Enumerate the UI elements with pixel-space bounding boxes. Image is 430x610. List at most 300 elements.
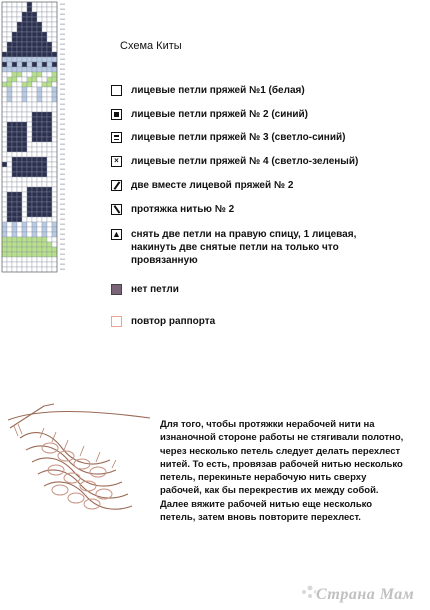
chart-cell: [7, 62, 12, 67]
row-number-mark: [60, 104, 65, 106]
chart-cell: [37, 17, 42, 22]
chart-cell: [42, 252, 47, 257]
chart-cell: [2, 207, 7, 212]
chart-cell: [42, 207, 47, 212]
chart-cell: [37, 107, 42, 112]
chart-cell: [22, 202, 27, 207]
chart-cell: [27, 17, 32, 22]
legend-label: лицевые петли пряжей №1 (белая): [131, 85, 305, 96]
paragraph-line: нитей. То есть, провязав рабочей нитью несколько: [160, 458, 403, 470]
chart-cell: [12, 262, 17, 267]
chart-cell: [17, 247, 22, 252]
chart-cell: [42, 22, 47, 27]
chart-cell: [42, 212, 47, 217]
chart-cell: [7, 82, 12, 87]
chart-cell: [22, 182, 27, 187]
chart-cell: [27, 177, 32, 182]
chart-cell: [52, 122, 57, 127]
chart-cell: [7, 2, 12, 7]
chart-cell: [22, 157, 27, 162]
chart-cell: [22, 187, 27, 192]
row-number-mark: [60, 189, 65, 191]
chart-cell: [47, 97, 52, 102]
legend-label: лицевые петли пряжей № 4 (светло-зеленый): [131, 156, 359, 167]
chart-cell: [2, 172, 7, 177]
chart-cell: [12, 52, 17, 57]
chart-cell: [22, 27, 27, 32]
chart-cell: [12, 22, 17, 27]
chart-cell: [27, 77, 32, 82]
chart-cell: [32, 252, 37, 257]
chart-cell: [42, 57, 47, 62]
chart-cell: [7, 117, 12, 122]
row-number-mark: [60, 269, 65, 271]
chart-cell: [42, 157, 47, 162]
chart-cell: [47, 162, 52, 167]
chart-cell: [47, 267, 52, 272]
chart-cell: [22, 227, 27, 232]
chart-cell: [52, 57, 57, 62]
chart-cell: [2, 262, 7, 267]
chart-cell: [2, 97, 7, 102]
chart-cell: [2, 12, 7, 17]
chart-cell: [47, 102, 52, 107]
chart-cell: [7, 192, 12, 197]
row-number-mark: [60, 149, 65, 151]
chart-cell: [22, 192, 27, 197]
chart-cell: [32, 32, 37, 37]
chart-cell: [12, 242, 17, 247]
chart-cell: [17, 147, 22, 152]
chart-cell: [42, 32, 47, 37]
chart-cell: [22, 152, 27, 157]
chart-cell: [22, 32, 27, 37]
chart-cell: [47, 127, 52, 132]
chart-cell: [42, 222, 47, 227]
chart-cell: [12, 267, 17, 272]
chart-cell: [22, 147, 27, 152]
chart-cell: [37, 192, 42, 197]
chart-cell: [47, 77, 52, 82]
chart-cell: [12, 237, 17, 242]
chart-cell: [17, 172, 22, 177]
chart-cell: [42, 112, 47, 117]
chart-cell: [7, 107, 12, 112]
chart-cell: [7, 72, 12, 77]
row-number-mark: [60, 89, 65, 91]
chart-cell: [27, 162, 32, 167]
chart-cell: [32, 257, 37, 262]
chart-cell: [32, 182, 37, 187]
legend-label: лицевые петли пряжей № 3 (светло-синий): [131, 132, 346, 143]
row-number-mark: [60, 169, 65, 171]
chart-cell: [27, 132, 32, 137]
chart-cell: [37, 12, 42, 17]
row-number-mark: [60, 209, 65, 211]
row-number-mark: [60, 59, 65, 61]
row-number-mark: [60, 34, 65, 36]
chart-cell: [47, 47, 52, 52]
chart-cell: [52, 22, 57, 27]
chart-cell: [52, 237, 57, 242]
chart-cell: [42, 27, 47, 32]
chart-cell: [17, 82, 22, 87]
chart-cell: [47, 42, 52, 47]
chart-cell: [27, 182, 32, 187]
chart-cell: [42, 257, 47, 262]
chart-cell: [37, 197, 42, 202]
chart-cell: [32, 122, 37, 127]
row-number-mark: [60, 234, 65, 236]
chart-cell: [22, 132, 27, 137]
chart-cell: [47, 207, 52, 212]
row-number-mark: [60, 159, 65, 161]
chart-cell: [32, 142, 37, 147]
chart-cell: [2, 7, 7, 12]
chart-cell: [2, 152, 7, 157]
chart-cell: [52, 37, 57, 42]
chart-cell: [22, 262, 27, 267]
chart-cell: [7, 22, 12, 27]
chart-cell: [42, 152, 47, 157]
chart-cell: [37, 122, 42, 127]
chart-cell: [12, 132, 17, 137]
chart-cell: [37, 262, 42, 267]
chart-cell: [37, 77, 42, 82]
chart-cell: [32, 12, 37, 17]
chart-cell: [17, 62, 22, 67]
chart-cell: [22, 142, 27, 147]
chart-cell: [27, 232, 32, 237]
chart-cell: [32, 17, 37, 22]
chart-cell: [37, 217, 42, 222]
chart-cell: [42, 227, 47, 232]
chart-cell: [27, 217, 32, 222]
chart-cell: [22, 257, 27, 262]
filled-square-icon: [111, 109, 122, 120]
chart-cell: [52, 97, 57, 102]
chart-cell: [2, 62, 7, 67]
chart-cell: [7, 67, 12, 72]
knitting-chart: [0, 0, 70, 282]
chart-cell: [12, 102, 17, 107]
chart-cell: [7, 252, 12, 257]
chart-cell: [42, 187, 47, 192]
chart-cell: [7, 187, 12, 192]
chart-cell: [7, 137, 12, 142]
row-number-mark: [60, 49, 65, 51]
chart-cell: [52, 202, 57, 207]
chart-cell: [27, 57, 32, 62]
chart-cell: [17, 217, 22, 222]
chart-cell: [7, 122, 12, 127]
row-number-mark: [60, 154, 65, 156]
chart-cell: [37, 42, 42, 47]
chart-cell: [47, 202, 52, 207]
chart-cell: [32, 7, 37, 12]
chart-cell: [42, 87, 47, 92]
chart-cell: [42, 262, 47, 267]
chart-cell: [7, 227, 12, 232]
chart-cell: [22, 172, 27, 177]
chart-cell: [17, 212, 22, 217]
chart-cell: [2, 167, 7, 172]
chart-cell: [17, 252, 22, 257]
chart-cell: [42, 77, 47, 82]
chart-cell: [27, 107, 32, 112]
chart-cell: [17, 157, 22, 162]
chart-cell: [32, 267, 37, 272]
chart-cell: [32, 247, 37, 252]
chart-cell: [47, 147, 52, 152]
chart-cell: [32, 232, 37, 237]
chart-cell: [17, 197, 22, 202]
chart-cell: [12, 7, 17, 12]
row-number-mark: [60, 194, 65, 196]
legend-label: две вместе лицевой пряжей № 2: [131, 180, 294, 191]
chart-cell: [32, 217, 37, 222]
chart-cell: [7, 52, 12, 57]
chart-cell: [2, 227, 7, 232]
chart-cell: [7, 57, 12, 62]
chart-cell: [2, 237, 7, 242]
chart-cell: [32, 202, 37, 207]
chart-cell: [32, 212, 37, 217]
chart-cell: [22, 37, 27, 42]
chart-cell: [32, 147, 37, 152]
chart-cell: [47, 57, 52, 62]
chart-cell: [12, 192, 17, 197]
chart-cell: [22, 232, 27, 237]
chart-cell: [2, 252, 7, 257]
row-number-mark: [60, 29, 65, 31]
chart-cell: [52, 2, 57, 7]
equals-square-icon: [111, 132, 122, 143]
chart-cell: [17, 137, 22, 142]
chart-cell: [22, 162, 27, 167]
chart-cell: [37, 22, 42, 27]
chart-cell: [2, 112, 7, 117]
chart-cell: [47, 62, 52, 67]
legend-label: снять две петли на правую спицу, 1 лицевая, накинуть две снятые петли на только что провязанную: [131, 229, 357, 266]
chart-cell: [47, 92, 52, 97]
chart-cell: [37, 222, 42, 227]
chart-cell: [2, 247, 7, 252]
chart-cell: [12, 57, 17, 62]
row-number-mark: [60, 74, 65, 76]
chart-cell: [7, 87, 12, 92]
row-number-mark: [60, 254, 65, 256]
chart-cell: [32, 47, 37, 52]
chart-cell: [12, 197, 17, 202]
chart-cell: [52, 212, 57, 217]
row-number-mark: [60, 199, 65, 201]
chart-cell: [47, 157, 52, 162]
chart-cell: [42, 247, 47, 252]
chart-cell: [37, 117, 42, 122]
chart-cell: [17, 2, 22, 7]
chart-cell: [37, 142, 42, 147]
chart-cell: [37, 132, 42, 137]
chart-cell: [7, 237, 12, 242]
repeat-square-icon: [111, 316, 122, 327]
chart-cell: [47, 197, 52, 202]
chart-cell: [47, 72, 52, 77]
chart-cell: [22, 72, 27, 77]
chart-cell: [32, 117, 37, 122]
row-number-mark: [60, 24, 65, 26]
chart-cell: [2, 2, 7, 7]
chart-cell: [32, 107, 37, 112]
chart-cell: [22, 197, 27, 202]
row-number-mark: [60, 264, 65, 266]
chart-cell: [47, 82, 52, 87]
chart-cell: [42, 192, 47, 197]
chart-cell: [22, 57, 27, 62]
chart-cell: [7, 162, 12, 167]
chart-cell: [7, 167, 12, 172]
chart-cell: [27, 222, 32, 227]
row-number-mark: [60, 14, 65, 16]
chart-cell: [47, 52, 52, 57]
chart-cell: [37, 187, 42, 192]
chart-cell: [7, 47, 12, 52]
chart-cell: [27, 27, 32, 32]
chart-cell: [32, 72, 37, 77]
chart-cell: [27, 22, 32, 27]
chart-cell: [37, 67, 42, 72]
chart-cell: [17, 207, 22, 212]
chart-cell: [17, 117, 22, 122]
chart-cell: [12, 217, 17, 222]
chart-cell: [7, 17, 12, 22]
chart-cell: [32, 27, 37, 32]
chart-cell: [52, 12, 57, 17]
chart-cell: [37, 232, 42, 237]
chart-cell: [42, 167, 47, 172]
chart-cell: [2, 162, 7, 167]
chart-cell: [12, 212, 17, 217]
cross-square-icon: ×: [111, 156, 122, 167]
chart-cell: [42, 42, 47, 47]
chart-cell: [52, 177, 57, 182]
slash-square-icon: [111, 180, 122, 191]
chart-cell: [12, 32, 17, 37]
legend-label: повтор раппорта: [131, 316, 216, 327]
chart-cell: [2, 232, 7, 237]
chart-cell: [7, 32, 12, 37]
chart-cell: [32, 197, 37, 202]
paragraph-line: Далее вяжите рабочей нитью еще несколько: [160, 498, 373, 510]
chart-cell: [42, 162, 47, 167]
chart-cell: [32, 67, 37, 72]
chart-cell: [7, 242, 12, 247]
chart-cell: [32, 37, 37, 42]
chart-cell: [47, 217, 52, 222]
chart-cell: [37, 97, 42, 102]
chart-cell: [52, 207, 57, 212]
chart-cell: [27, 202, 32, 207]
chart-cell: [42, 2, 47, 7]
chart-cell: [7, 222, 12, 227]
chart-cell: [22, 117, 27, 122]
chart-cell: [2, 102, 7, 107]
chart-cell: [47, 167, 52, 172]
row-number-mark: [60, 179, 65, 181]
chart-cell: [42, 237, 47, 242]
legend-label: лицевые петли пряжей № 2 (синий): [131, 109, 309, 120]
row-number-mark: [60, 134, 65, 136]
chart-cell: [17, 132, 22, 137]
chart-cell: [42, 137, 47, 142]
row-number-mark: [60, 39, 65, 41]
chart-cell: [42, 92, 47, 97]
chart-cell: [12, 107, 17, 112]
chart-cell: [22, 267, 27, 272]
chart-cell: [47, 232, 52, 237]
chart-cell: [7, 142, 12, 147]
chart-cell: [22, 67, 27, 72]
chart-cell: [2, 17, 7, 22]
chart-cell: [52, 112, 57, 117]
chart-cell: [27, 242, 32, 247]
chart-cell: [27, 32, 32, 37]
chart-cell: [2, 222, 7, 227]
chart-cell: [22, 167, 27, 172]
chart-cell: [2, 157, 7, 162]
chart-cell: [22, 47, 27, 52]
no-stitch-square-icon: [111, 284, 122, 295]
paragraph-line: Для того, чтобы протяжки нерабочей нити на: [160, 419, 375, 430]
caret-square-icon: ▲: [112, 229, 121, 239]
chart-cell: [42, 7, 47, 12]
chart-cell: [32, 112, 37, 117]
chart-cell: [52, 62, 57, 67]
chart-cell: [2, 147, 7, 152]
chart-cell: [22, 177, 27, 182]
chart-cell: [47, 117, 52, 122]
chart-cell: [27, 227, 32, 232]
chart-cell: [2, 27, 7, 32]
chart-cell: [12, 182, 17, 187]
chart-cell: [52, 7, 57, 12]
chart-cell: [12, 67, 17, 72]
row-number-mark: [60, 259, 65, 261]
chart-cell: [12, 47, 17, 52]
knitting-illustration: [0, 398, 160, 518]
chart-cell: [37, 102, 42, 107]
row-number-mark: [60, 94, 65, 96]
chart-cell: [52, 192, 57, 197]
chart-cell: [52, 217, 57, 222]
chart-cell: [32, 2, 37, 7]
chart-cell: [12, 232, 17, 237]
chart-cell: [17, 42, 22, 47]
chart-cell: [37, 242, 42, 247]
chart-cell: [22, 242, 27, 247]
chart-cell: [17, 77, 22, 82]
row-number-mark: [60, 119, 65, 121]
row-number-mark: [60, 114, 65, 116]
chart-cell: [47, 37, 52, 42]
chart-cell: [27, 192, 32, 197]
chart-cell: [27, 62, 32, 67]
chart-cell: [27, 127, 32, 132]
chart-cell: [22, 77, 27, 82]
chart-cell: [7, 257, 12, 262]
chart-cell: [7, 102, 12, 107]
chart-cell: [52, 227, 57, 232]
